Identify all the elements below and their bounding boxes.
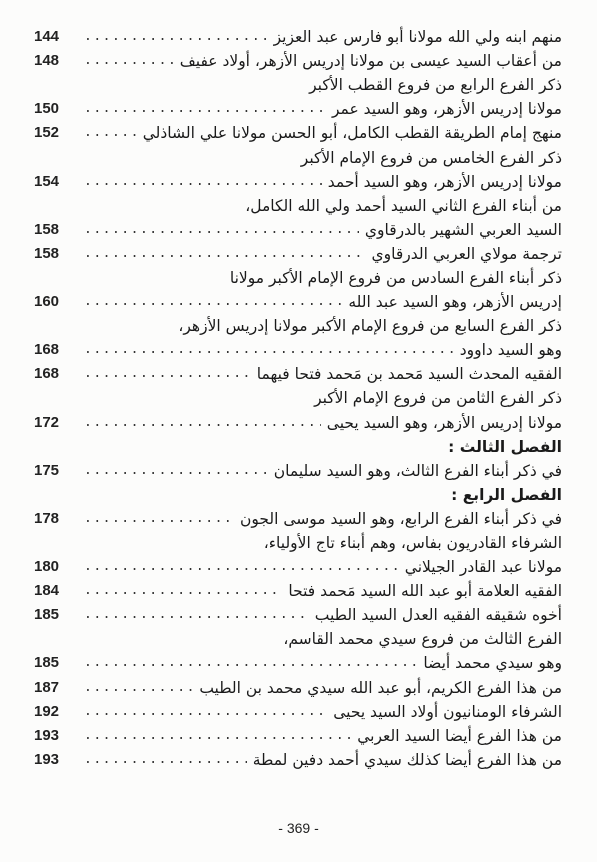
toc-entry-text: الشرفاء القادريون بفاس، وهم أبناء تاج الأولياء، [263, 534, 562, 553]
toc-entry-text: من هذا الفرع أيضا السيد العربي [357, 726, 562, 745]
toc-entry-text: منهم ابنه ولي الله مولانا أبو فارس عبد العزيز [273, 28, 562, 47]
toc-page-number: 158 [34, 244, 60, 262]
table-of-contents [34, 25, 562, 772]
toc-entry [34, 145, 562, 169]
toc-page-number: 193 [34, 726, 60, 744]
toc-entry [34, 266, 562, 290]
dot-leader [84, 579, 282, 603]
toc-page-number: 178 [34, 509, 60, 527]
toc-page-number: 192 [34, 702, 60, 720]
toc-entry [34, 73, 562, 97]
toc-page-number: 184 [34, 582, 60, 600]
toc-entry-text: مولانا إدريس الأزهر، وهو السيد عمر [331, 100, 562, 119]
toc-entry-text: ذكر الفرع الرابع من فروع القطب الأكبر [309, 76, 562, 95]
toc-entry-text: من هذا الفرع أيضا كذلك سيدي أحمد دفين لمطة [252, 750, 562, 769]
toc-entry [34, 748, 562, 772]
toc-page-number: 185 [34, 654, 60, 672]
page-number: - 369 - [278, 820, 319, 836]
toc-page-number: 160 [34, 293, 60, 311]
toc-entry-text: أخوه شقيقه الفقيه العدل السيد الطيب [314, 606, 562, 625]
toc-page-number: 180 [34, 558, 60, 576]
toc-entry [34, 362, 562, 386]
toc-entry [34, 97, 562, 121]
toc-entry [34, 627, 562, 651]
toc-entry-text: من هذا الفرع الكريم، أبو عبد الله سيدي محمد بن الطيب [199, 678, 562, 697]
dot-leader [84, 362, 251, 386]
toc-entry [34, 676, 562, 700]
dot-leader [84, 218, 359, 242]
toc-entry-text: الشرفاء الومنانيون أولاد السيد يحيى [333, 702, 562, 721]
toc-entry [34, 25, 562, 49]
dot-leader [84, 49, 174, 73]
toc-entry [34, 242, 562, 266]
toc-entry [34, 314, 562, 338]
dot-leader [84, 338, 454, 362]
toc-entry [34, 579, 562, 603]
toc-entry [34, 555, 562, 579]
toc-entry [34, 386, 562, 410]
toc-page-number: 152 [34, 124, 60, 142]
dot-leader [84, 724, 351, 748]
toc-entry-text: مولانا إدريس الأزهر، وهو السيد أحمد [327, 172, 562, 191]
toc-entry-text: الفرع الثالث من فروع سيدي محمد القاسم، [283, 630, 562, 649]
toc-entry [34, 194, 562, 218]
toc-page-number: 154 [34, 172, 60, 190]
toc-page-number: 150 [34, 100, 60, 118]
toc-entry-text: السيد العربي الشهير بالدرقاوي [364, 220, 562, 239]
dot-leader [84, 290, 342, 314]
toc-entry-text: في ذكر أبناء الفرع الرابع، وهو السيد موسى الجون [240, 509, 562, 528]
toc-page-number: 158 [34, 220, 60, 238]
toc-entry [34, 651, 562, 675]
toc-page-number: 168 [34, 365, 60, 383]
dot-leader [84, 603, 309, 627]
toc-entry-text: من أعقاب السيد عيسى بن مولانا إدريس الأزهر، أولاد عفيف [179, 52, 562, 71]
toc-entry [34, 459, 562, 483]
toc-page-number: 185 [34, 606, 60, 624]
toc-entry-text: الفصل الثالث : [448, 437, 562, 456]
toc-entry-text: في ذكر أبناء الفرع الثالث، وهو السيد سليمان [273, 461, 562, 480]
dot-leader [84, 676, 193, 700]
section-heading [34, 483, 562, 507]
toc-entry [34, 724, 562, 748]
dot-leader [84, 170, 322, 194]
toc-entry [34, 170, 562, 194]
toc-entry-text: من أبناء الفرع الثاني السيد أحمد ولي الله الكامل، [245, 196, 562, 215]
toc-entry [34, 49, 562, 73]
section-heading [34, 435, 562, 459]
toc-entry [34, 218, 562, 242]
toc-entry [34, 338, 562, 362]
toc-entry-text: ذكر الفرع الثامن من فروع الإمام الأكبر [314, 389, 562, 408]
toc-entry [34, 507, 562, 531]
toc-entry [34, 411, 562, 435]
toc-entry-text: الفصل الرابع : [451, 485, 562, 504]
dot-leader [84, 25, 268, 49]
toc-entry-text: وهو سيدي محمد أيضا [423, 654, 562, 673]
dot-leader [84, 700, 327, 724]
toc-entry-text: مولانا عبد القادر الجيلاني [404, 558, 562, 577]
dot-leader [84, 411, 321, 435]
toc-page-number: 187 [34, 678, 60, 696]
toc-entry [34, 531, 562, 555]
toc-entry [34, 121, 562, 145]
dot-leader [84, 507, 234, 531]
toc-entry-text: مولانا إدريس الأزهر، وهو السيد يحيى [326, 413, 562, 432]
toc-entry-text: الفقيه العلامة أبو عبد الله السيد مَحمد فتحا [288, 582, 562, 601]
dot-leader [84, 121, 137, 145]
toc-entry-text: منهج إمام الطريقة القطب الكامل، أبو الحسن مولانا علي الشاذلي [142, 124, 562, 143]
toc-entry [34, 603, 562, 627]
toc-entry-text: ذكر أبناء الفرع السادس من فروع الإمام الأكبر مولانا [229, 268, 562, 287]
toc-entry [34, 290, 562, 314]
dot-leader [84, 555, 399, 579]
dot-leader [84, 97, 326, 121]
dot-leader [84, 651, 417, 675]
toc-page-number: 148 [34, 52, 60, 70]
toc-page-number: 144 [34, 28, 60, 46]
toc-page-number: 193 [34, 750, 60, 768]
toc-page-number: 172 [34, 413, 60, 431]
toc-entry-text: إدريس الأزهر، وهو السيد عبد الله [348, 293, 562, 312]
dot-leader [84, 748, 247, 772]
toc-entry [34, 700, 562, 724]
toc-entry-text: الفقيه المحدث السيد مَحمد بن مَحمد فتحا فيهما [256, 365, 562, 384]
toc-page-number: 175 [34, 461, 60, 479]
toc-entry-text: ذكر الفرع الخامس من فروع الإمام الأكبر [300, 148, 562, 167]
toc-entry-text: ترجمة مولاي العربي الدرقاوي [371, 244, 562, 263]
toc-page-number: 168 [34, 341, 60, 359]
dot-leader [84, 459, 268, 483]
toc-entry-text: وهو السيد داوود [459, 341, 562, 360]
dot-leader [84, 242, 366, 266]
toc-entry-text: ذكر الفرع السابع من فروع الإمام الأكبر مولانا إدريس الأزهر، [178, 317, 562, 336]
